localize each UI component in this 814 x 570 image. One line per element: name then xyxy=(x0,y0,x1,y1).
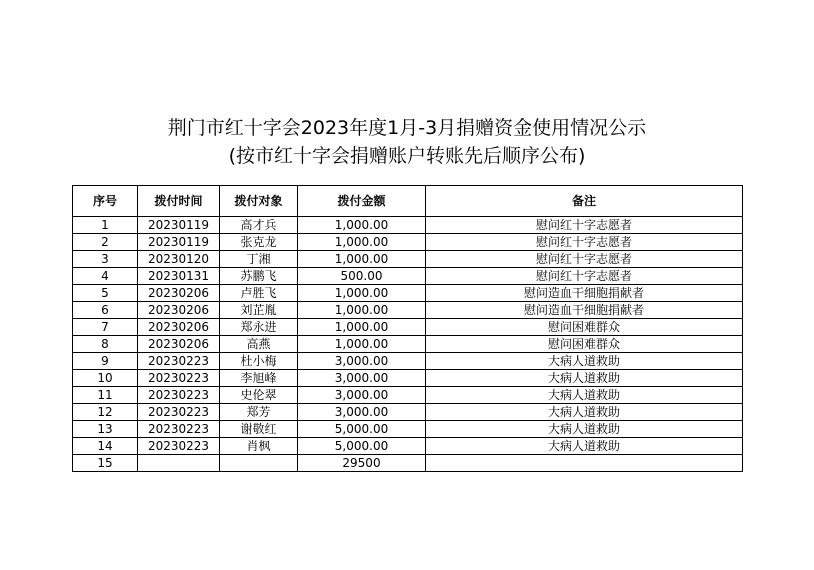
table-header-row xyxy=(73,186,743,217)
cell-index: 11 xyxy=(73,387,138,404)
cell-index: 13 xyxy=(73,421,138,438)
header-index: 序号 xyxy=(73,186,138,217)
table-row xyxy=(73,268,743,285)
cell-remark: 慰问困难群众 xyxy=(426,336,743,353)
table-row xyxy=(73,302,743,319)
cell-index: 9 xyxy=(73,353,138,370)
cell-recipient: 张克龙 xyxy=(220,234,298,251)
header-amount: 拨付金额 xyxy=(298,186,426,217)
cell-date: 20230206 xyxy=(138,319,220,336)
table-row xyxy=(73,438,743,455)
cell-date: 20230131 xyxy=(138,268,220,285)
cell-amount: 1,000.00 xyxy=(298,336,426,353)
table-row xyxy=(73,404,743,421)
cell-index: 2 xyxy=(73,234,138,251)
table-row xyxy=(73,336,743,353)
table-row xyxy=(73,234,743,251)
cell-remark: 慰问困难群众 xyxy=(426,319,743,336)
cell-amount: 500.00 xyxy=(298,268,426,285)
table-row xyxy=(73,251,743,268)
header-date: 拨付时间 xyxy=(138,186,220,217)
cell-index: 3 xyxy=(73,251,138,268)
cell-recipient: 肖枫 xyxy=(220,438,298,455)
cell-remark: 慰问造血干细胞捐献者 xyxy=(426,285,743,302)
cell-date: 20230223 xyxy=(138,353,220,370)
cell-date: 20230120 xyxy=(138,251,220,268)
cell-amount: 1,000.00 xyxy=(298,217,426,234)
cell-index: 7 xyxy=(73,319,138,336)
cell-recipient: 刘芷胤 xyxy=(220,302,298,319)
cell-remark: 大病人道救助 xyxy=(426,404,743,421)
cell-date: 20230223 xyxy=(138,387,220,404)
cell-date: 20230206 xyxy=(138,285,220,302)
cell-recipient: 史伦翠 xyxy=(220,387,298,404)
table-row xyxy=(73,285,743,302)
cell-index: 14 xyxy=(73,438,138,455)
cell-index: 10 xyxy=(73,370,138,387)
cell-index: 6 xyxy=(73,302,138,319)
cell-remark xyxy=(426,455,743,472)
cell-recipient xyxy=(220,455,298,472)
cell-date xyxy=(138,455,220,472)
header-recipient: 拨付对象 xyxy=(220,186,298,217)
cell-recipient: 丁湘 xyxy=(220,251,298,268)
table-row xyxy=(73,370,743,387)
cell-amount: 3,000.00 xyxy=(298,353,426,370)
cell-remark: 慰问红十字志愿者 xyxy=(426,268,743,285)
cell-date: 20230206 xyxy=(138,336,220,353)
cell-index: 4 xyxy=(73,268,138,285)
table-row xyxy=(73,217,743,234)
page-title: 荆门市红十字会2023年度1月-3月捐赠资金使用情况公示 xyxy=(167,117,647,139)
cell-date: 20230206 xyxy=(138,302,220,319)
cell-amount: 1,000.00 xyxy=(298,234,426,251)
cell-recipient: 苏鹏飞 xyxy=(220,268,298,285)
page-subtitle: (按市红十字会捐赠账户转账先后顺序公布) xyxy=(228,145,586,167)
cell-date: 20230223 xyxy=(138,421,220,438)
cell-remark: 慰问红十字志愿者 xyxy=(426,234,743,251)
cell-amount: 5,000.00 xyxy=(298,421,426,438)
cell-recipient: 谢敬红 xyxy=(220,421,298,438)
cell-date: 20230119 xyxy=(138,234,220,251)
table-row xyxy=(73,387,743,404)
table-row xyxy=(73,353,743,370)
cell-recipient: 郑永进 xyxy=(220,319,298,336)
cell-recipient: 李旭峰 xyxy=(220,370,298,387)
cell-amount: 5,000.00 xyxy=(298,438,426,455)
cell-index: 12 xyxy=(73,404,138,421)
cell-remark: 大病人道救助 xyxy=(426,438,743,455)
cell-amount: 1,000.00 xyxy=(298,302,426,319)
cell-remark: 大病人道救助 xyxy=(426,353,743,370)
cell-amount: 1,000.00 xyxy=(298,319,426,336)
cell-remark: 大病人道救助 xyxy=(426,421,743,438)
cell-amount: 3,000.00 xyxy=(298,404,426,421)
cell-recipient: 卢胜飞 xyxy=(220,285,298,302)
cell-date: 20230119 xyxy=(138,217,220,234)
header-remark: 备注 xyxy=(426,186,743,217)
cell-recipient: 杜小梅 xyxy=(220,353,298,370)
cell-amount: 3,000.00 xyxy=(298,387,426,404)
cell-date: 20230223 xyxy=(138,370,220,387)
cell-amount: 29500 xyxy=(298,455,426,472)
donation-table xyxy=(72,185,743,472)
cell-amount: 1,000.00 xyxy=(298,251,426,268)
cell-recipient: 高燕 xyxy=(220,336,298,353)
cell-index: 8 xyxy=(73,336,138,353)
cell-remark: 大病人道救助 xyxy=(426,370,743,387)
cell-amount: 3,000.00 xyxy=(298,370,426,387)
table-row xyxy=(73,421,743,438)
cell-remark: 慰问红十字志愿者 xyxy=(426,217,743,234)
cell-remark: 慰问造血干细胞捐献者 xyxy=(426,302,743,319)
cell-index: 5 xyxy=(73,285,138,302)
cell-index: 1 xyxy=(73,217,138,234)
cell-recipient: 高才兵 xyxy=(220,217,298,234)
cell-index: 15 xyxy=(73,455,138,472)
cell-remark: 大病人道救助 xyxy=(426,387,743,404)
cell-amount: 1,000.00 xyxy=(298,285,426,302)
cell-recipient: 郑芳 xyxy=(220,404,298,421)
cell-date: 20230223 xyxy=(138,404,220,421)
cell-date: 20230223 xyxy=(138,438,220,455)
cell-remark: 慰问红十字志愿者 xyxy=(426,251,743,268)
table-row xyxy=(73,455,743,472)
table-row xyxy=(73,319,743,336)
